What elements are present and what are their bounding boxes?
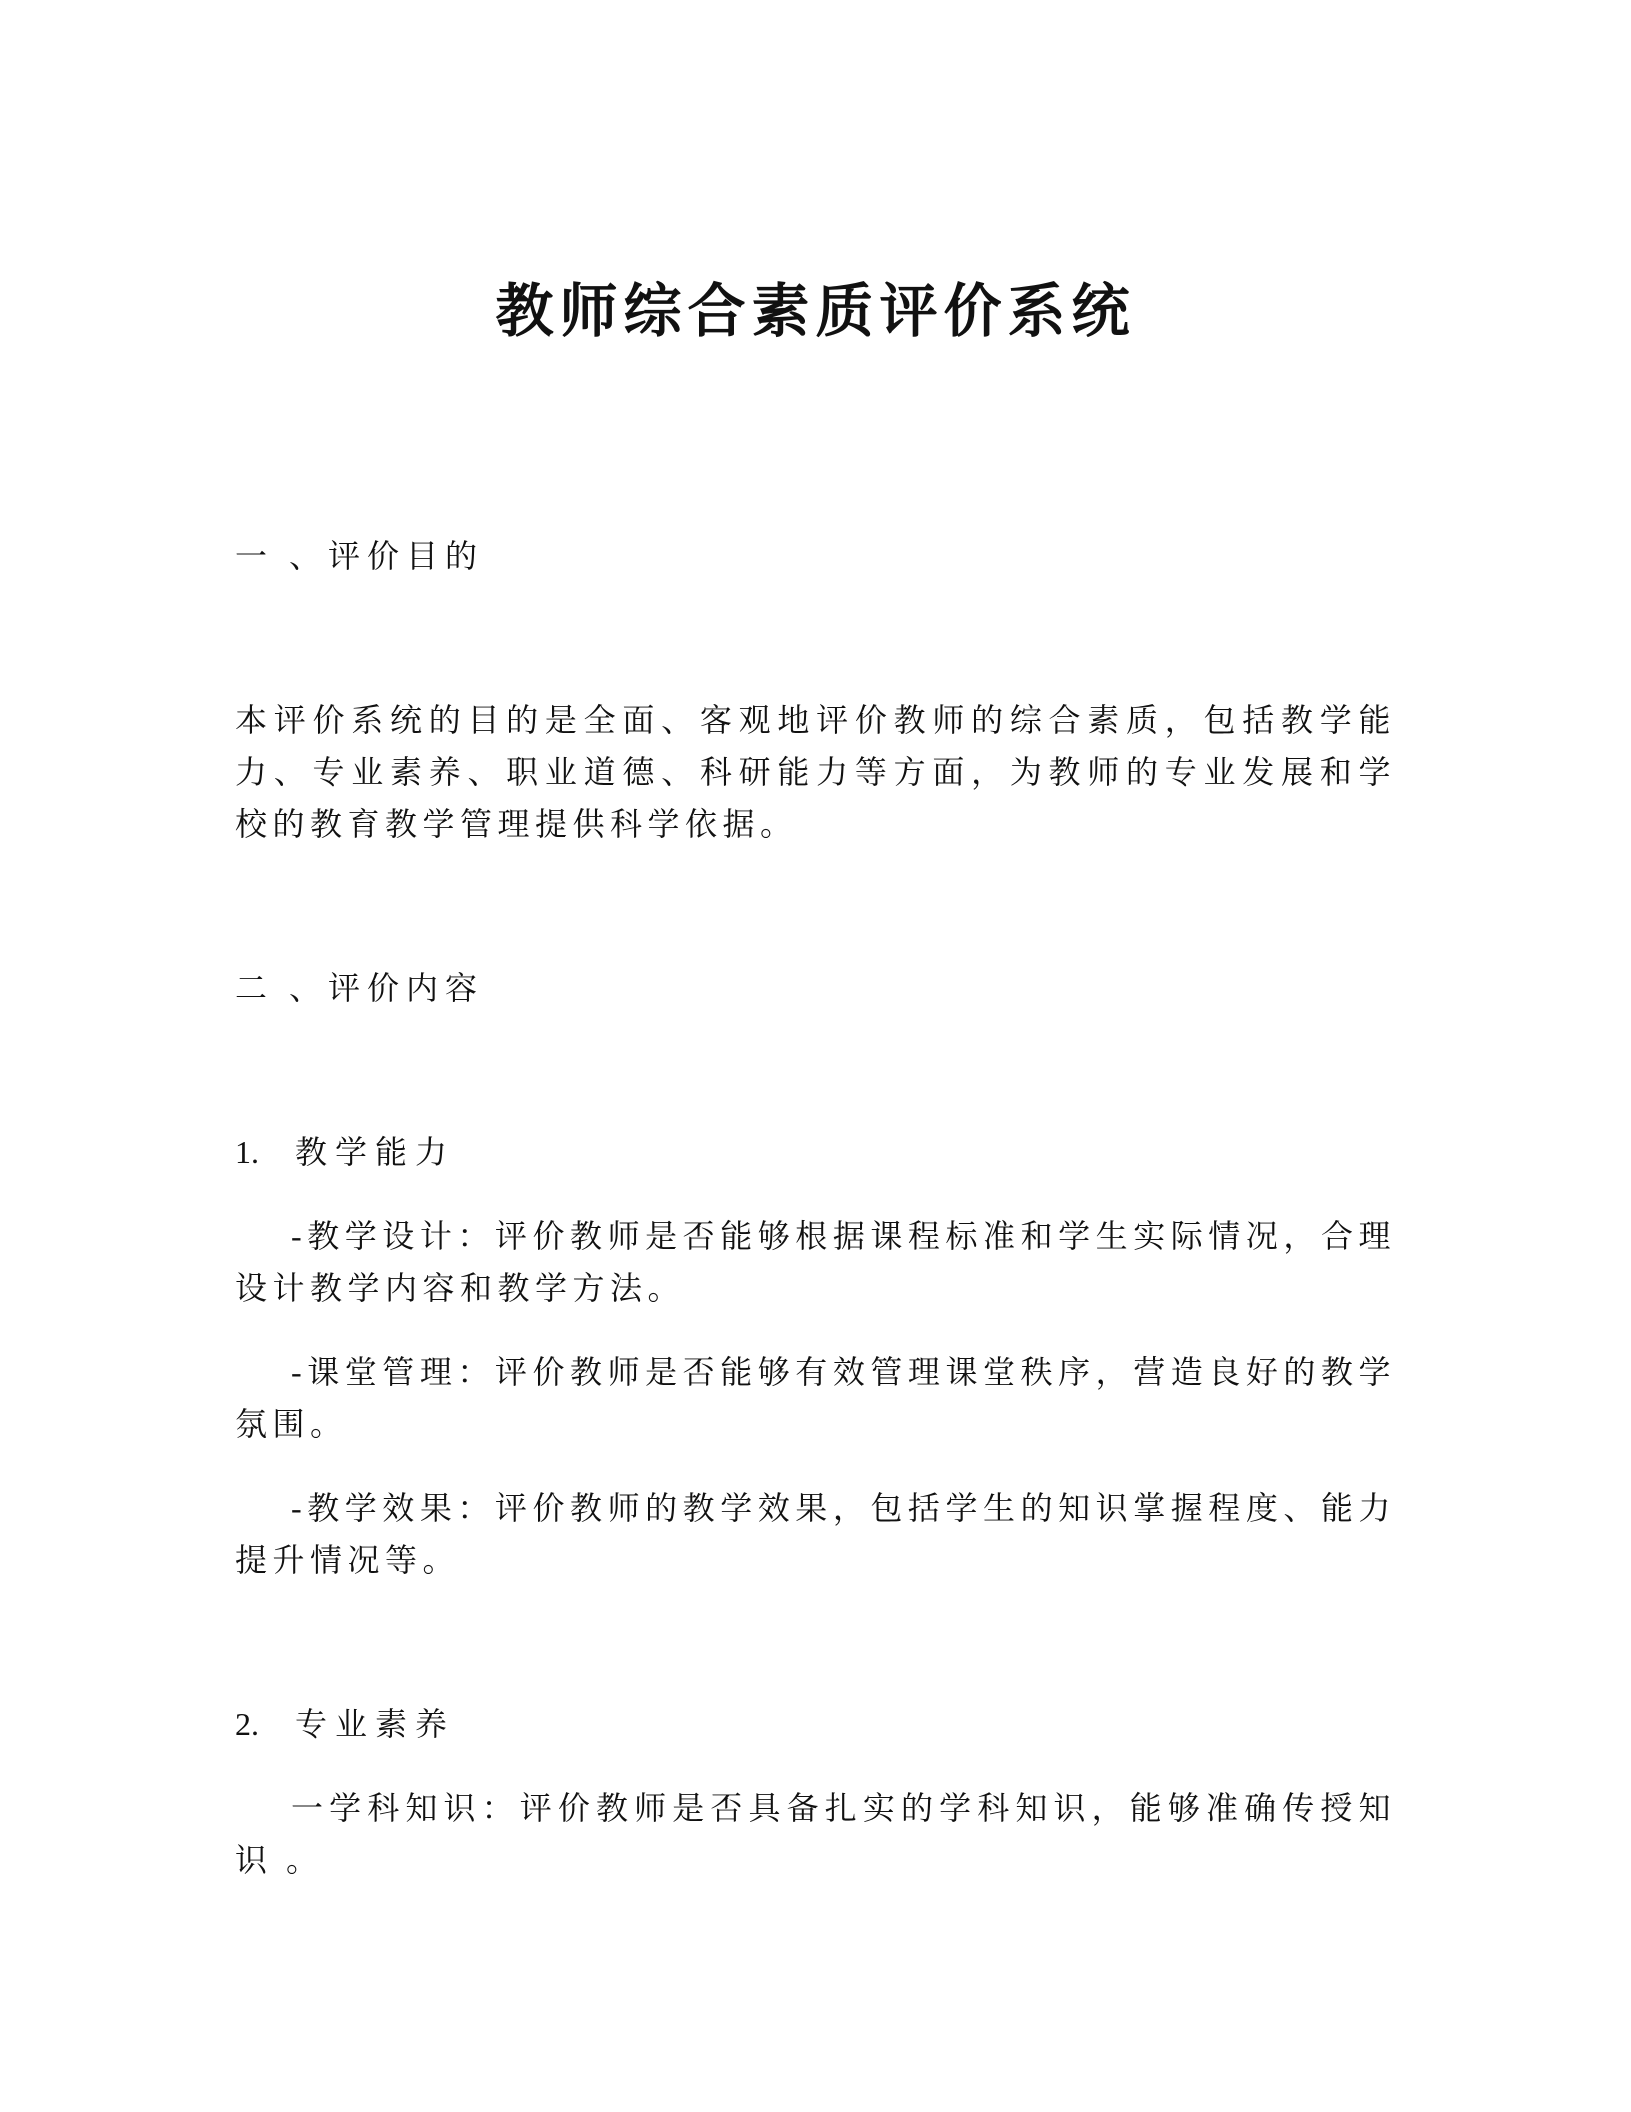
numbered-item-teaching-ability — [235, 1126, 1396, 1178]
item-number: 2. — [235, 1706, 259, 1742]
document-title: 教师综合素质评价系统 — [495, 279, 1136, 344]
item-number: 1. — [235, 1134, 259, 1170]
item-label: 专业素养 — [295, 1706, 456, 1742]
bullet-teaching-effect: -教学效果：评价教师的教学效果，包括学生的知识掌握程度、能力提升情况等。 — [235, 1490, 1396, 1578]
purpose-paragraph: 本评价系统的目的是全面、客观地评价教师的综合素质，包括教学能力、专业素养、职业道德、科研能力等方面，为教师的专业发展和学校的教育教学管理提供科学依据。 — [235, 702, 1396, 842]
bullet-teaching-design: -教学设计：评价教师是否能够根据课程标准和学生实际情况，合理设计教学内容和教学方法。 — [235, 1218, 1396, 1306]
bullet-subject-knowledge: 一学科知识：评价教师是否具备扎实的学科知识，能够准确传授知识 。 — [235, 1790, 1396, 1878]
item-label: 教学能力 — [295, 1134, 456, 1170]
bullet-classroom-management: -课堂管理：评价教师是否能够有效管理课堂秩序，营造良好的教学氛围。 — [235, 1354, 1396, 1442]
section-heading-evaluation-content: 二 、评价内容 — [235, 970, 485, 1006]
section-heading-evaluation-purpose: 一 、评价目的 — [235, 538, 485, 574]
numbered-item-professional-quality — [235, 1698, 1396, 1750]
